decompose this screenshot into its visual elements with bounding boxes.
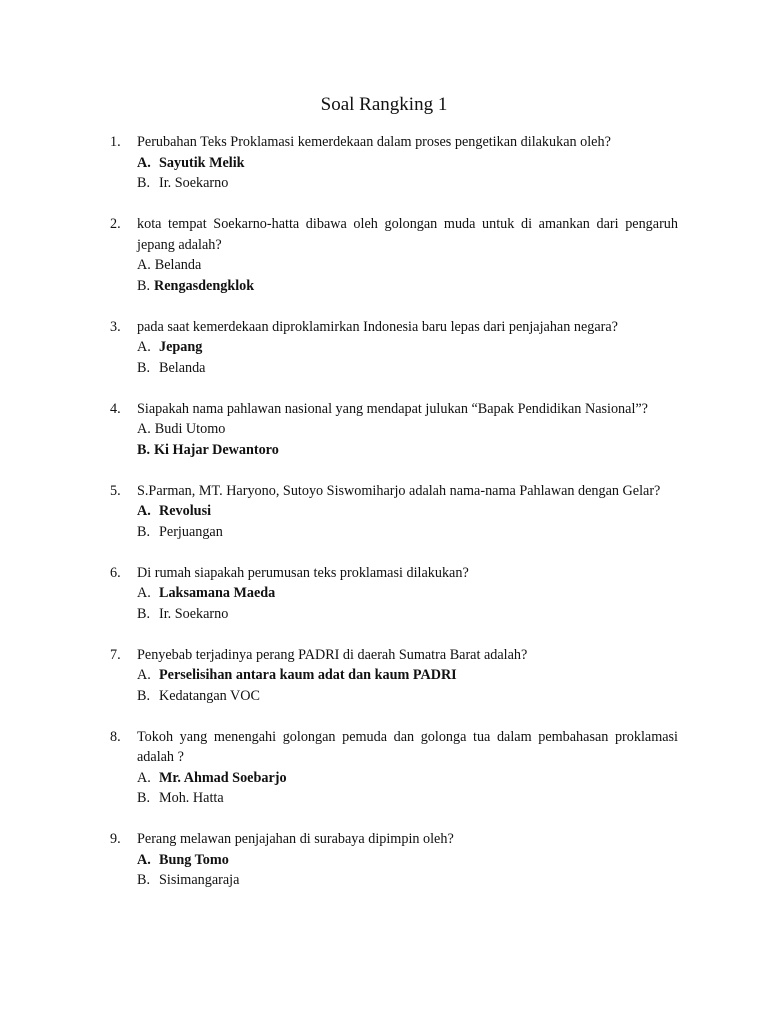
- question-text: Perubahan Teks Proklamasi kemerdekaan dalam proses pengetikan dilakukan oleh?: [137, 134, 611, 150]
- answer-option-a: [137, 419, 678, 440]
- question-number: 4.: [110, 400, 121, 417]
- question-text: kota tempat Soekarno-hatta dibawa oleh golongan muda untuk di amankan dari pengaruh jepang adalah?: [137, 216, 678, 253]
- option-text: Jepang: [159, 339, 203, 355]
- answer-option-b: [137, 522, 678, 543]
- question-text: Penyebab terjadinya perang PADRI di daerah Sumatra Barat adalah?: [137, 646, 528, 663]
- option-text: Budi Utomo: [154, 421, 226, 437]
- option-text: Kedatangan VOC: [159, 687, 260, 704]
- option-letter: B.: [137, 605, 151, 622]
- question-text: pada saat kemerdekaan diproklamirkan Indonesia baru lepas dari penjajahan negara?: [137, 318, 618, 335]
- question-item-9: [110, 829, 678, 891]
- question-number: 2.: [110, 216, 121, 232]
- question-text: Tokoh yang menengahi golongan pemuda dan golonga tua dalam pembahasan proklamasi adalah ?: [137, 728, 678, 765]
- question-item-4: [110, 399, 678, 461]
- question-item-5: [110, 481, 678, 543]
- answer-option-b: [137, 358, 678, 379]
- question-number: 8.: [110, 728, 121, 745]
- answer-option-a: [137, 337, 678, 358]
- answer-option-a: [137, 153, 678, 174]
- answer-option-b: [137, 788, 678, 809]
- option-text: Sisimangaraja: [159, 872, 240, 888]
- option-letter: A.: [137, 257, 151, 273]
- option-letter: A.: [137, 154, 151, 171]
- question-text: Siapakah nama pahlawan nasional yang mendapat julukan “Bapak Pendidikan Nasional”?: [137, 400, 648, 417]
- question-item-1: [110, 132, 678, 194]
- option-text: Rengasdengklok: [154, 277, 255, 294]
- option-text: Perselisihan antara kaum adat dan kaum PADRI: [159, 667, 457, 683]
- option-text: Belanda: [159, 359, 206, 376]
- question-text: Di rumah siapakah perumusan teks proklamasi dilakukan?: [137, 564, 469, 581]
- option-letter: B.: [137, 872, 151, 888]
- answer-option-b: [137, 686, 678, 707]
- question-number: 1.: [110, 134, 121, 150]
- page-title: Soal Rangking 1: [320, 94, 448, 115]
- question-item-7: [110, 645, 678, 707]
- answer-option-a: [137, 665, 678, 686]
- question-number: 3.: [110, 318, 121, 335]
- option-text: Belanda: [154, 257, 202, 273]
- option-letter: A.: [137, 851, 151, 868]
- option-letter: B.: [137, 687, 151, 704]
- option-text: Sayutik Melik: [159, 154, 245, 171]
- question-number: 7.: [110, 646, 121, 663]
- option-text: Bung Tomo: [159, 851, 229, 868]
- option-letter: A.: [137, 585, 151, 601]
- question-number: 5.: [110, 482, 121, 499]
- answer-option-a: [137, 850, 678, 871]
- option-text: Ir. Soekarno: [159, 605, 229, 622]
- question-text: Perang melawan penjajahan di surabaya dipimpin oleh?: [137, 831, 454, 847]
- question-text: S.Parman, MT. Haryono, Sutoyo Siswomiharjo adalah nama-nama Pahlawan dengan Gelar?: [137, 482, 661, 499]
- option-text: Ir. Soekarno: [159, 175, 229, 191]
- option-letter: A.: [137, 339, 151, 355]
- option-text: Ki Hajar Dewantoro: [154, 441, 279, 458]
- option-letter: B.: [137, 523, 151, 540]
- answer-option-b: [137, 440, 678, 461]
- option-text: Moh. Hatta: [159, 790, 224, 806]
- question-number: 6.: [110, 564, 121, 581]
- option-letter: A.: [137, 503, 151, 519]
- option-letter: B.: [137, 277, 151, 294]
- option-text: Perjuangan: [159, 523, 223, 540]
- option-letter: B.: [137, 359, 151, 376]
- answer-option-a: [137, 255, 678, 276]
- option-letter: B.: [137, 790, 151, 806]
- question-item-3: [110, 317, 678, 379]
- option-letter: A.: [137, 667, 151, 683]
- answer-option-b: [137, 870, 678, 891]
- answer-option-b: [137, 276, 678, 297]
- answer-option-a: [137, 583, 678, 604]
- option-letter: A.: [137, 769, 151, 786]
- option-letter: A.: [137, 421, 151, 437]
- answer-option-b: [137, 604, 678, 625]
- question-item-2: [110, 214, 678, 296]
- option-text: Laksamana Maeda: [159, 585, 276, 601]
- answer-option-b: [137, 173, 678, 194]
- option-letter: B.: [137, 441, 151, 458]
- answer-option-a: [137, 768, 678, 789]
- question-item-8: [110, 727, 678, 809]
- option-letter: B.: [137, 175, 151, 191]
- question-item-6: [110, 563, 678, 625]
- question-list: [110, 132, 678, 911]
- answer-option-a: [137, 501, 678, 522]
- option-text: Revolusi: [159, 503, 212, 519]
- question-number: 9.: [110, 831, 121, 847]
- option-text: Mr. Ahmad Soebarjo: [159, 769, 287, 786]
